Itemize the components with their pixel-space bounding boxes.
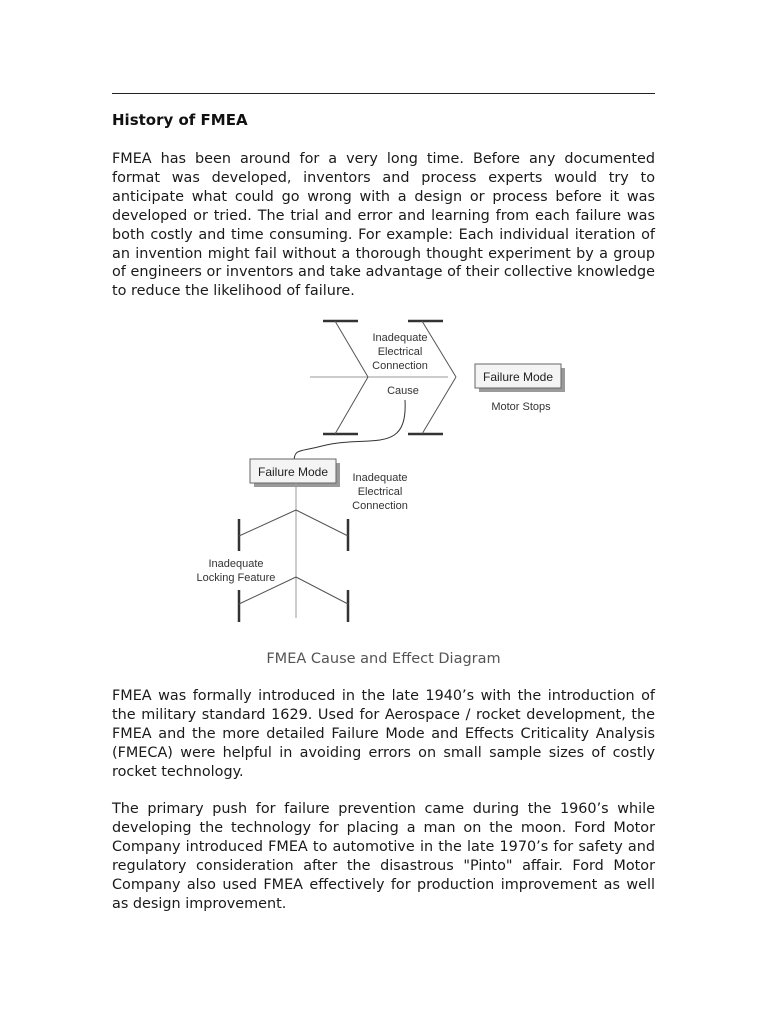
bottom-cause-label-line1: Inadequate [208,558,264,570]
horizontal-rule [112,93,655,94]
top-failure-mode-label: Failure Mode [482,370,554,384]
bottom-cause-label-line2: Locking Feature [196,572,276,584]
bottom-fishbone [197,459,408,622]
fishbone-diagram [190,316,580,636]
figure-caption: FMEA Cause and Effect Diagram [266,651,501,667]
bottom-effect-line3: Connection [352,500,408,512]
bottom-failure-mode-label: Failure Mode [257,465,329,479]
top-cause-label-line2: Electrical [377,346,423,358]
bottom-effect-line2: Electrical [357,486,403,498]
paragraph-history-1960s: The primary push for failure prevention came during the 1960’s while developing the technology for placing a man on the moon. Ford Motor Company introduced FMEA to automotive in the late 1970’s for safety and regulatory consideration after the disastrous "Pinto" affair. Ford Motor Company also used FMEA effectively for production improvement as well as design improvement. [112,801,655,912]
top-cause-label-line3: Connection [372,360,428,372]
cause-label: Cause [387,385,419,397]
paragraph-history-1940s: FMEA was formally introduced in the late 1940’s with the introduction of the military standard 1629. Used for Aerospace / rocket development, the FMEA and the more detailed Failure Mode and Effects Criticality Analysis (FMECA) were helpful in avoiding errors on small sample sizes of costly rocket technology. [112,688,655,780]
top-cause-label-line1: Inadequate [372,332,428,344]
paragraph-intro: FMEA has been around for a very long time. Before any documented format was developed, inventors and process experts would try to anticipate what could go wrong with a design or process before it was developed or tried. The trial and error and learning from each failure was both costly and time consuming. For example: Each individual iteration of an invention might fail without a thorough thought experiment by a group of engineers or inventors and take advantage of their collective knowledge to reduce the likelihood of failure. [112,151,655,300]
section-heading: History of FMEA [112,111,248,129]
bottom-effect-line1: Inadequate [352,472,408,484]
top-fishbone [310,321,565,434]
top-effect-label: Motor Stops [491,401,551,413]
